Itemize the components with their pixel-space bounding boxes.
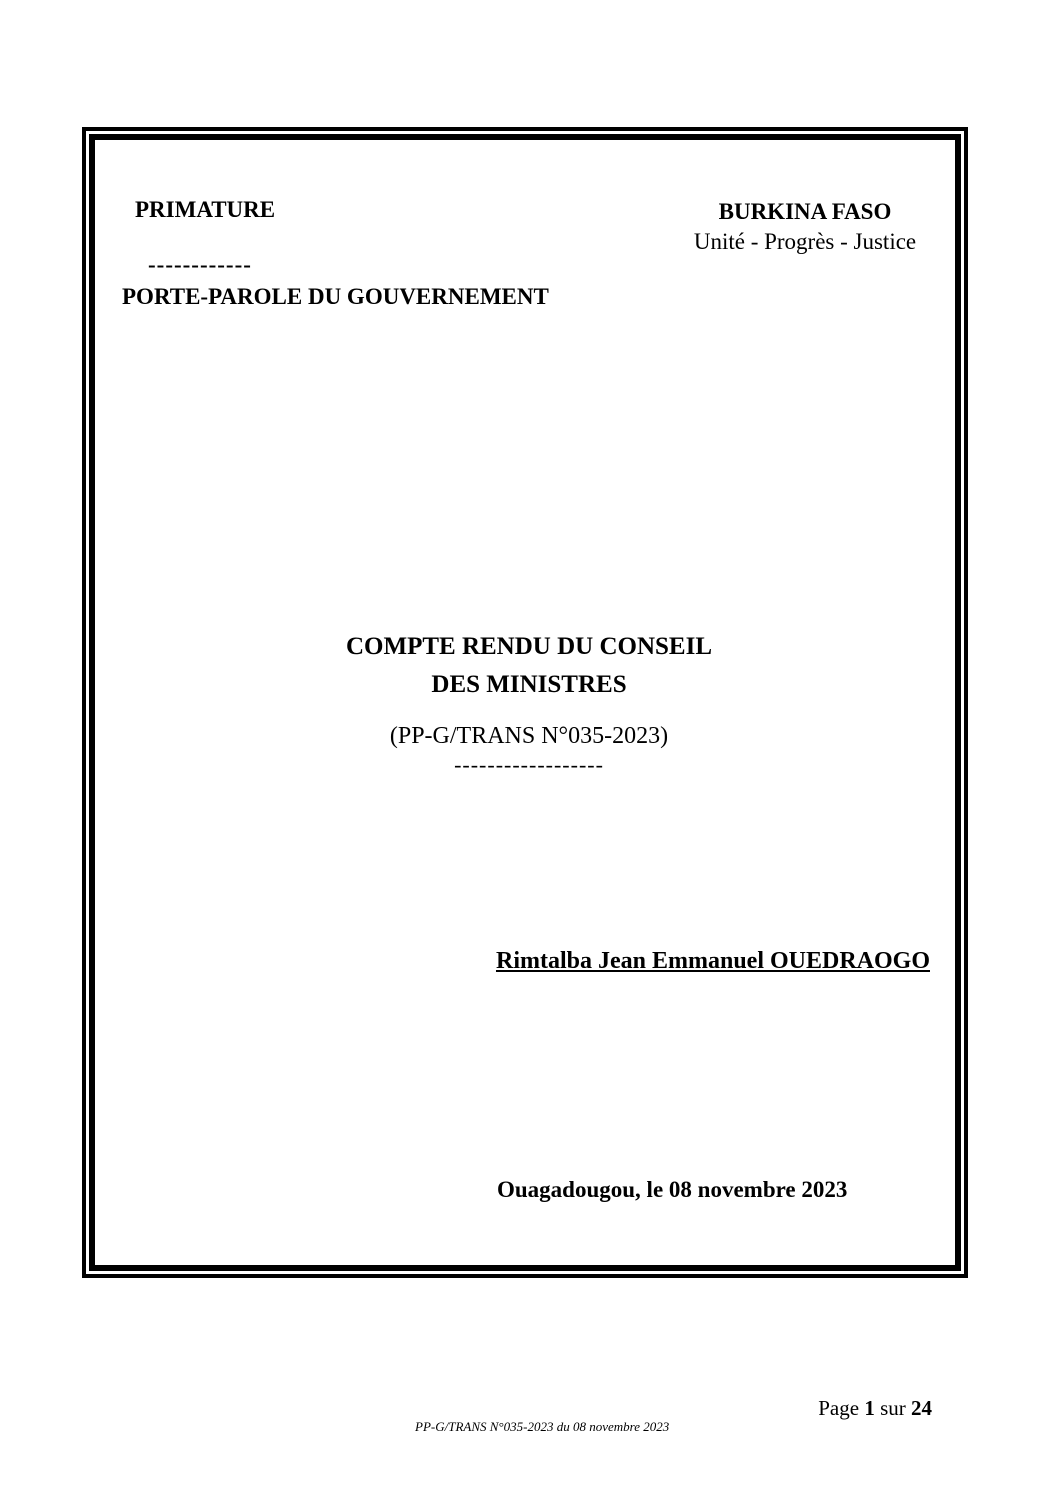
national-motto: Unité - Progrès - Justice	[693, 229, 917, 254]
page-label: Page	[818, 1396, 860, 1420]
institution-name: PRIMATURE	[135, 197, 276, 222]
footer-reference: PP-G/TRANS N°035-2023 du 08 novembre 2023	[415, 1419, 670, 1434]
title-line-1: COMPTE RENDU DU CONSEIL	[345, 633, 712, 660]
page-of-label: sur	[880, 1396, 906, 1420]
page-number: 1	[864, 1396, 875, 1420]
document-title	[0, 628, 1058, 704]
page-total: 24	[911, 1396, 932, 1420]
department-name: PORTE-PAROLE DU GOUVERNEMENT	[122, 284, 549, 309]
page-counter	[818, 1396, 932, 1421]
title-line-2: DES MINISTRES	[431, 671, 627, 698]
title-separator-dashes: ------------------	[454, 752, 604, 777]
country-header	[660, 197, 950, 257]
place-and-date-line: Ouagadougou, le 08 novembre 2023	[497, 1177, 848, 1202]
document-reference-number: (PP-G/TRANS N°035-2023)	[389, 723, 669, 749]
country-name: BURKINA FASO	[718, 199, 892, 224]
header-separator-dashes: ------------	[148, 252, 252, 277]
signatory-name: Rimtalba Jean Emmanuel OUEDRAOGO	[495, 948, 930, 974]
